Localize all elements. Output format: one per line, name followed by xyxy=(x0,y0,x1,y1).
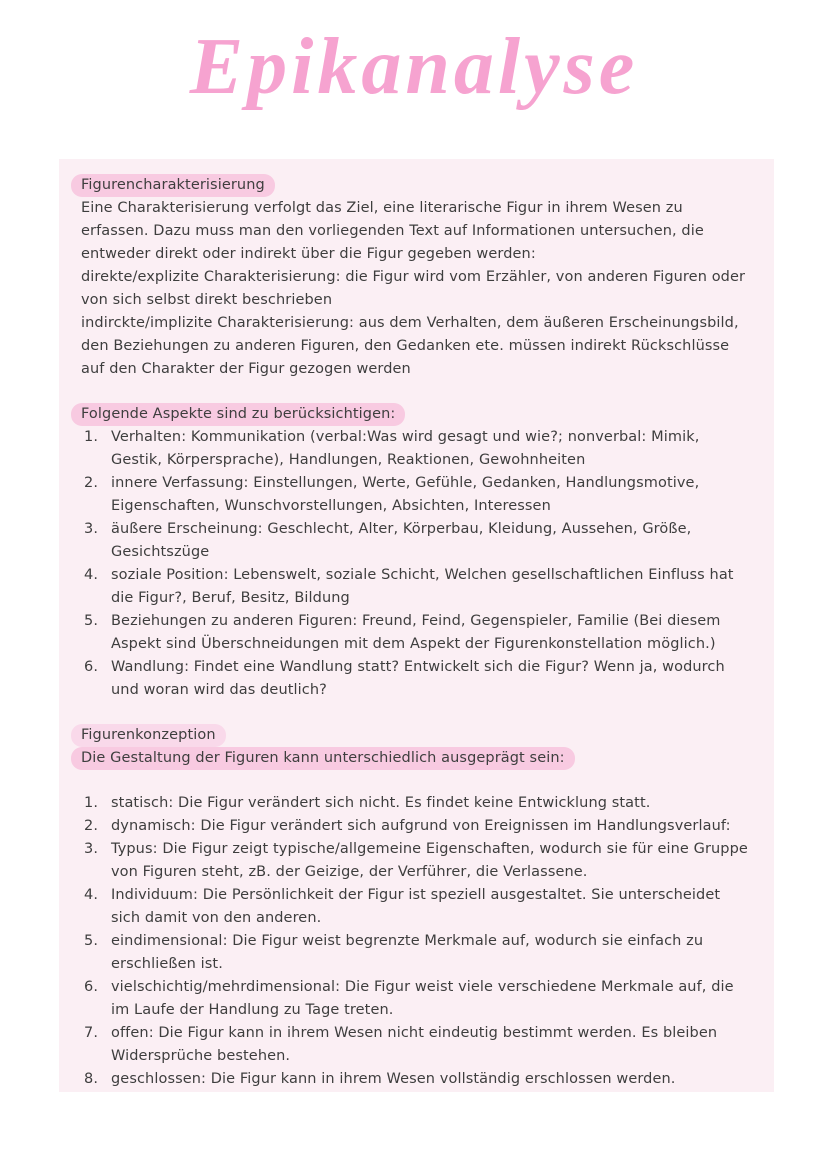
list-item-number: 5. xyxy=(84,613,99,629)
list-item-number: 5. xyxy=(84,933,99,949)
list-item-text: soziale Position: Lebenswelt, soziale Schicht, Welchen gesellschaftlichen Einfluss hat die Figur?, Beruf, Besitz, Bildung xyxy=(111,567,734,606)
section-konzeption-heading-row xyxy=(81,724,753,747)
list-item xyxy=(81,564,753,610)
list-item-text: dynamisch: Die Figur verändert sich aufgrund von Ereignissen im Handlungsverlauf: xyxy=(111,818,731,834)
spacer xyxy=(81,770,753,792)
list-item-number: 1. xyxy=(84,429,99,445)
list-item-text: Typus: Die Figur zeigt typische/allgemeine Eigenschaften, wodurch sie für eine Gruppe von Figuren steht, zB. der Geizige, der Verführer, die Verlassene. xyxy=(111,841,748,880)
list-item-number: 3. xyxy=(84,521,99,537)
list-item-number: 1. xyxy=(84,795,99,811)
section-heading-konzeption: Figurenkonzeption xyxy=(71,724,226,747)
list-item-text: vielschichtig/mehrdimensional: Die Figur weist viele verschiedene Merkmale auf, die im Laufe der Handlung zu Tage treten. xyxy=(111,979,734,1018)
list-item xyxy=(81,815,753,838)
list-item-text: Beziehungen zu anderen Figuren: Freund, Feind, Gegenspieler, Familie (Bei diesem Aspekt sind Überschneidungen mit dem Aspekt der Figurenkonstellation möglich.) xyxy=(111,613,721,652)
list-item-number: 4. xyxy=(84,887,99,903)
list-item-number: 8. xyxy=(84,1071,99,1087)
section-aspekte-heading-row xyxy=(81,403,753,426)
list-item xyxy=(81,656,753,702)
list-item xyxy=(81,930,753,976)
section-heading-charakterisierung: Figurencharakterisierung xyxy=(71,174,275,197)
list-item-text: geschlossen: Die Figur kann in ihrem Wesen vollständig erschlossen werden. xyxy=(111,1071,676,1087)
list-item xyxy=(81,1068,753,1091)
list-item-text: Verhalten: Kommunikation (verbal:Was wird gesagt und wie?; nonverbal: Mimik, Gestik, Körpersprache), Handlungen, Reaktionen, Gewohnheiten xyxy=(111,429,700,468)
list-item xyxy=(81,1022,753,1068)
list-item-text: Wandlung: Findet eine Wandlung statt? Entwickelt sich die Figur? Wenn ja, wodurch und woran wird das deutlich? xyxy=(111,659,725,698)
list-item-number: 4. xyxy=(84,567,99,583)
section-charakterisierung-heading-row xyxy=(81,174,753,197)
aspekte-list xyxy=(81,426,753,702)
notes-panel xyxy=(59,159,774,1092)
list-item-number: 7. xyxy=(84,1025,99,1041)
spacer xyxy=(81,381,753,403)
list-item xyxy=(81,426,753,472)
list-item-number: 3. xyxy=(84,841,99,857)
list-item-number: 2. xyxy=(84,818,99,834)
list-item xyxy=(81,610,753,656)
list-item xyxy=(81,976,753,1022)
section-heading-aspekte: Folgende Aspekte sind zu berücksichtigen: xyxy=(71,403,405,426)
list-item-text: Individuum: Die Persönlichkeit der Figur ist speziell ausgestaltet. Sie unterscheidet sich damit von den anderen. xyxy=(111,887,721,926)
list-item xyxy=(81,838,753,884)
list-item-text: innere Verfassung: Einstellungen, Werte, Gefühle, Gedanken, Handlungsmotive, Eigenschaften, Wunschvorstellungen, Absichten, Interessen xyxy=(111,475,700,514)
charakterisierung-paragraph: Eine Charakterisierung verfolgt das Ziel, eine literarische Figur in ihrem Wesen zu erfassen. Dazu muss man den vorliegenden Text auf Informationen untersuchen, die entweder direkt oder indirekt über die Figur gegeben werden: xyxy=(81,200,704,262)
list-item-text: eindimensional: Die Figur weist begrenzte Merkmale auf, wodurch sie einfach zu erschließen ist. xyxy=(111,933,704,972)
list-item-number: 2. xyxy=(84,475,99,491)
section-konzeption-subheading-row xyxy=(81,747,753,770)
list-item-text: statisch: Die Figur verändert sich nicht. Es findet keine Entwicklung statt. xyxy=(111,795,651,811)
list-item-number: 6. xyxy=(84,979,99,995)
list-item xyxy=(81,884,753,930)
page-title: Epikanalyse xyxy=(189,23,639,111)
list-item-number: 6. xyxy=(84,659,99,675)
list-item xyxy=(81,518,753,564)
list-item xyxy=(81,792,753,815)
spacer xyxy=(81,702,753,724)
list-item-text: offen: Die Figur kann in ihrem Wesen nicht eindeutig bestimmt werden. Es bleiben Widersprüche bestehen. xyxy=(111,1025,718,1064)
charakterisierung-paragraph: indirckte/implizite Charakterisierung: aus dem Verhalten, dem äußeren Erscheinungsbild, den Beziehungen zu anderen Figuren, den Gedanken ete. müssen indirekt Rückschlüsse auf den Charakter der Figur gezogen werden xyxy=(81,315,739,377)
charakterisierung-paragraph: direkte/explizite Charakterisierung: die Figur wird vom Erzähler, von anderen Figuren oder von sich selbst direkt beschrieben xyxy=(81,269,746,308)
section-subheading-konzeption: Die Gestaltung der Figuren kann unterschiedlich ausgeprägt sein: xyxy=(71,747,575,770)
list-item xyxy=(81,472,753,518)
konzeption-list xyxy=(81,792,753,1091)
list-item-text: äußere Erscheinung: Geschlecht, Alter, Körperbau, Kleidung, Aussehen, Größe, Gesichtszüge xyxy=(111,521,692,560)
